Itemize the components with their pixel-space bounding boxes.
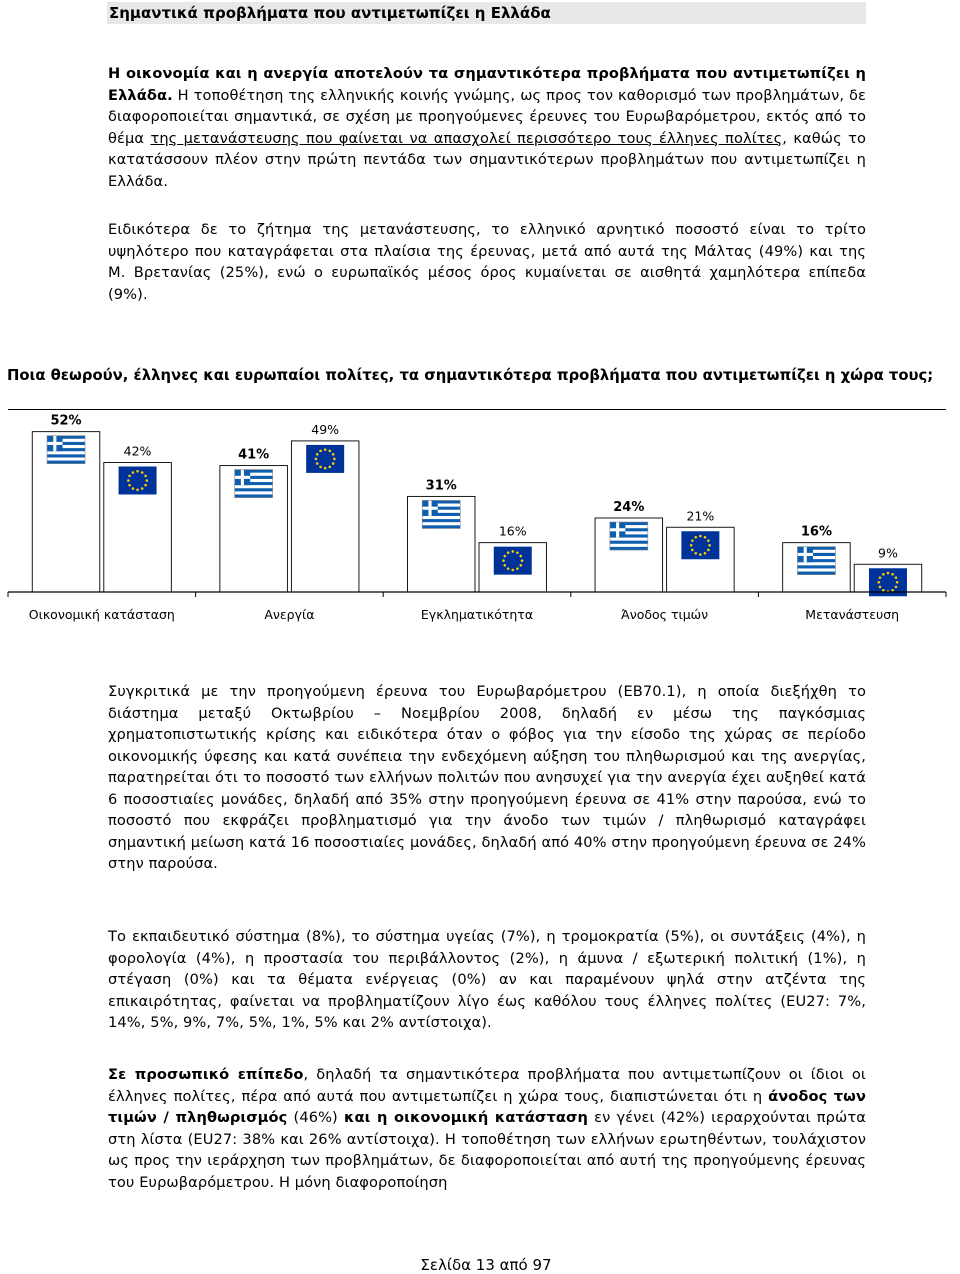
paragraph-5 [108, 1064, 866, 1193]
chart-title: Ποια θεωρούν, έλληνες και ευρωπαίοι πολίτες, τα σημαντικότερα προβλήματα που αντιμετωπίζει η χώρα τους; [7, 367, 934, 384]
paragraph-4: Το εκπαιδευτικό σύστημα (8%), το σύστημα υγείας (7%), η τρομοκρατία (5%), οι συντάξεις (4%), η φορολογία (4%), η προστασία του περιβάλλοντος (2%), η άμυνα / εξωτερική πολιτική (1%), η στέγαση (0%) και τα θέματα ενέργειας (0%) αν και παραμένουν ψηλά στην ατζέντα της επικαιρότητας, φαίνεται να προβληματίζουν λίγο έως καθόλου τους έλληνες πολίτες (EU27: 7%, 14%, 5%, 9%, 7%, 5%, 1%, 5% και 2% αντίστοιχα). [108, 928, 866, 1031]
category-label-1: Οικονομική κατάσταση [28, 607, 175, 622]
eu-flag-icon [119, 467, 157, 495]
eu-flag-icon [494, 547, 532, 575]
greece-flag-icon [610, 522, 648, 550]
paragraph-1-underlined: της μετανάστευσης που φαίνεται να απασχολεί περισσότερο τους έλληνες πολίτες [150, 129, 783, 147]
greece-flag-icon [47, 436, 85, 464]
section-heading-bar [107, 2, 866, 24]
paragraph-5-bold-c: και η οικονομική κατάσταση [344, 1109, 588, 1126]
value-label-eu-1: 42% [123, 443, 152, 459]
value-label-greece-3: 31% [425, 478, 457, 494]
eu-flag-icon [681, 531, 719, 559]
category-label-2: Ανεργία [264, 607, 315, 622]
paragraph-2: Ειδικότερα δε το ζήτημα της μετανάστευσης, το ελληνικό αρνητικό ποσοστό είναι το τρίτο υψηλότερο που καταγράφεται στα πλαίσια της έρευνας, μετά από αυτά της Μάλτας (49%) και της Μ. Βρετανίας (25%), ενώ ο ευρωπαϊκός μέσος όρος κυμαίνεται σε αισθητά χαμηλότερα επίπεδα (9%). [108, 221, 866, 303]
eu-flag-icon [306, 445, 344, 473]
value-label-eu-3: 16% [498, 523, 527, 539]
value-label-eu-4: 21% [686, 508, 715, 524]
section-title: Σημαντικά προβλήματα που αντιμετωπίζει η Ελλάδα [109, 4, 551, 22]
paragraph-5-text-c: εν γένει (42%) ιεραρχούνται πρώτα στη λίστα (EU27: 38% και 26% αντίστοιχα). Η τοποθέτηση των ελλήνων ερωτηθέντων, τουλάχιστον ως προς την ιεράρχηση των προβλημάτων, δε διαφοροποιείται από αυτή της προηγούμενης έρευνας του Ευρωβαρόμετρου. Η μόνη διαφοροποίηση [108, 1109, 866, 1191]
bar-chart [0, 400, 960, 640]
paragraph-5-text-a: , δηλαδή τα σημαντικότερα προβλήματα που αντιμετωπίζουν οι ίδιοι οι έλληνες πολίτες, πέρα από αυτά που αντιμετωπίζει η χώρα τους, διαπιστώνεται ότι η [108, 1066, 866, 1105]
category-label-4: Άνοδος τιμών [621, 607, 709, 622]
paragraph-1-text-a: Η τοποθέτηση της ελληνικής κοινής γνώμης, ως προς τον καθορισμό των προβλημάτων, δε διαφοροποιείται σημαντικά, σε σχέση με προηγούμενες έρευνες του Ευρωβαρόμετρου, εκτός από το θέμα [108, 86, 866, 147]
paragraph-1-lead: Η οικονομία και η ανεργία αποτελούν τα σημαντικότερα προβλήματα που αντιμετωπίζει η Ελλάδα. [108, 65, 866, 104]
greece-flag-icon [235, 470, 273, 498]
paragraph-5-bold-b: άνοδος των τιμών / πληθωρισμός [108, 1087, 866, 1126]
greece-flag-icon [422, 500, 460, 528]
value-label-eu-2: 49% [311, 421, 340, 437]
value-label-greece-1: 52% [50, 413, 82, 429]
paragraph-5-bold-a: Σε προσωπικό επίπεδο [108, 1066, 304, 1083]
paragraph-1-text-b: , καθώς το κατατάσσουν πλέον στην πρώτη πεντάδα των σημαντικότερων προβλημάτων που αντιμετωπίζει η Ελλάδα. [108, 129, 866, 190]
greece-flag-icon [797, 547, 835, 575]
value-label-greece-4: 24% [613, 500, 645, 515]
value-label-eu-5: 9% [878, 545, 898, 561]
value-label-greece-5: 16% [800, 524, 832, 540]
category-label-5: Μετανάστευση [805, 607, 900, 622]
paragraph-5-text-b: (46%) [287, 1109, 344, 1126]
paragraph-1 [108, 63, 866, 192]
value-label-greece-2: 41% [238, 447, 270, 463]
paragraph-3: Συγκριτικά με την προηγούμενη έρευνα του Ευρωβαρόμετρου (ΕΒ70.1), η οποία διεξήχθη το διάστημα μεταξύ Οκτωβρίου – Νοεμβρίου 2008, δηλαδή εν μέσω της παγκόσμιας χρηματοπιστωτικής κρίσης και ειδικότερα όταν ο φόβος για την είσοδο της χώρας σε περίοδο οικονομικής ύφεσης και κατά συνέπεια την ενδεχόμενη αύξηση του πληθωρισμού και της ανεργίας, παρατηρείται ότι το ποσοστό των ελλήνων πολιτών που ανησυχεί για την ανεργία έχει αυξηθεί κατά 6 ποσοστιαίες μονάδες, δηλαδή από 35% στην προηγούμενη έρευνα σε 41% στην παρούσα, ενώ το ποσοστό που εκφράζει προβληματισμό για την άνοδο των τιμών / πληθωρισμό καταγράφει σημαντική μείωση κατά 16 ποσοστιαίες μονάδες, δηλαδή από 40% στην προηγούμενη έρευνα σε 24% στην παρούσα. [108, 683, 866, 872]
page-number: Σελίδα 13 από 97 [420, 1256, 552, 1274]
category-label-3: Εγκληματικότητα [420, 607, 534, 622]
